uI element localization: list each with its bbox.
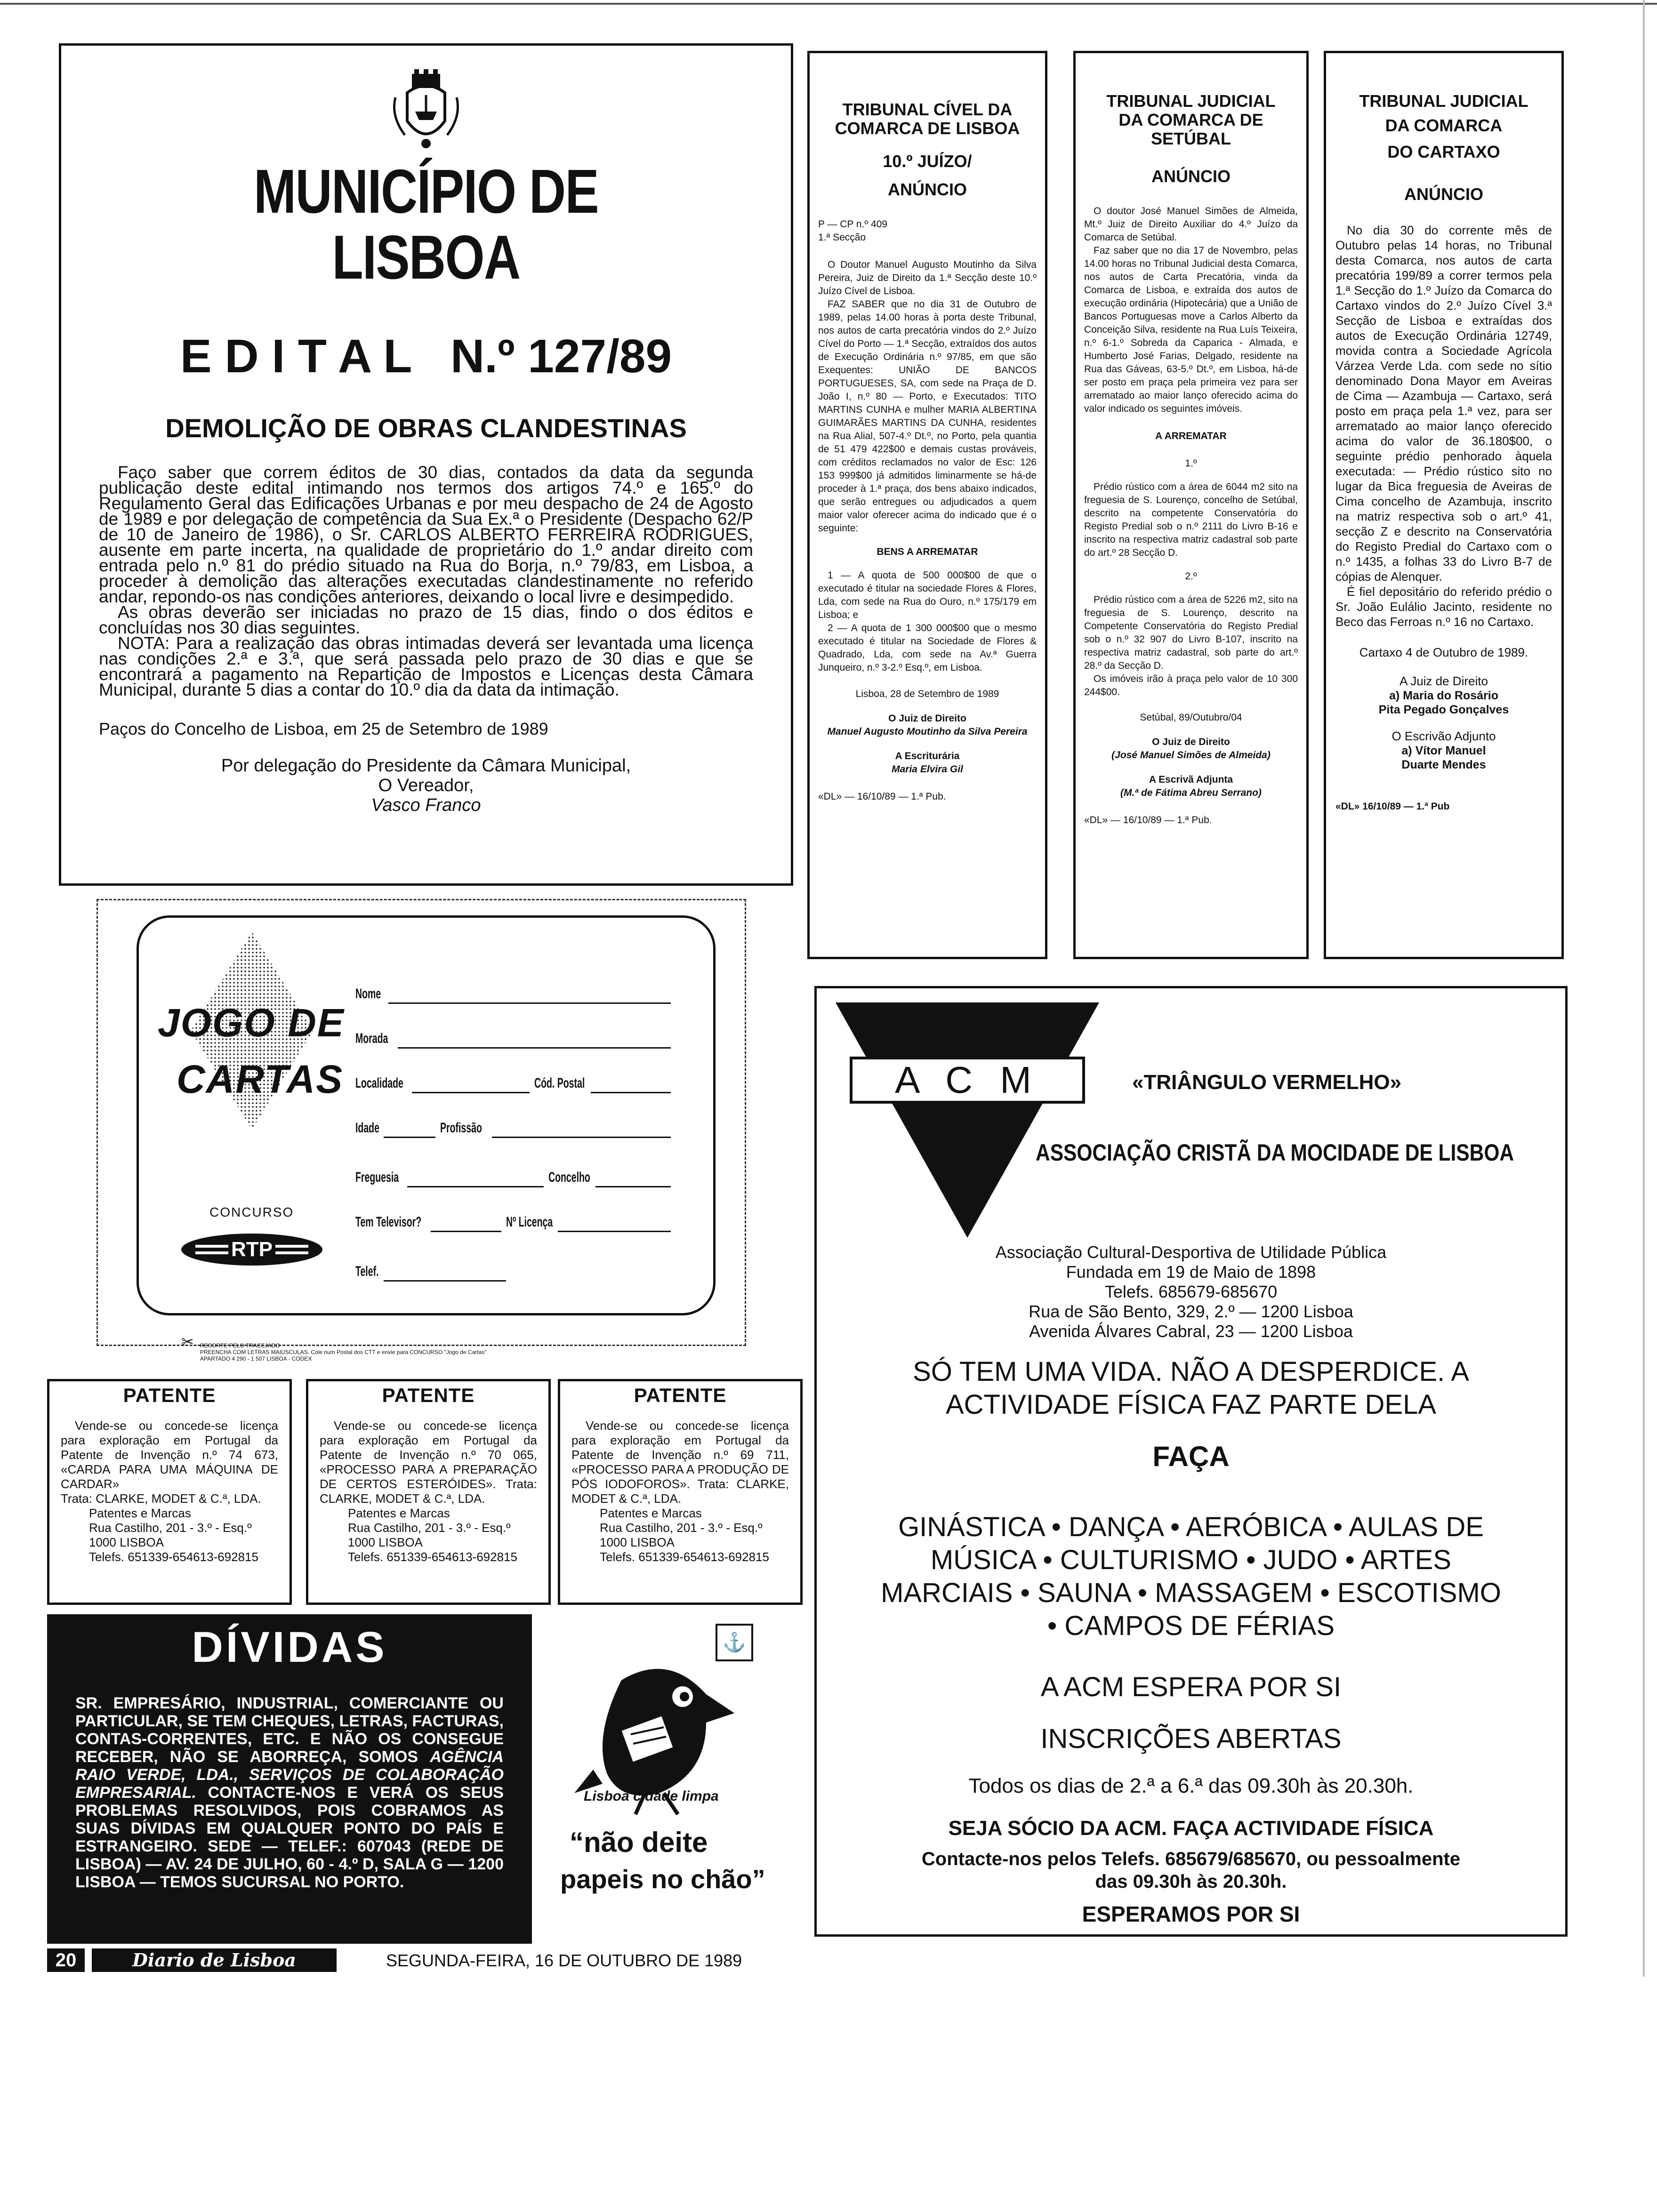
tribunal-setubal-b2: Prédio rústico com a área de 5226 m2, sito na freguesia de S. Lourenço, descrito na Competente Conservatória do Registo Predial sob o n.º 32 907 do Livro B-107, inscrito na respectiva matriz cadastral, sob parte do art.º 28.º da Secção D. (1084, 594, 1298, 671)
patente-text: Vende-se ou concede-se licença para exploração em Portugal da Patente de Invenção n.º 74 673, «CARDA PARA UMA MÁQUINA DE CARDAR» (61, 1419, 278, 1491)
acm-activities-3: MARCIAIS • SAUNA • MASSAGEM • ESCOTISMO (881, 1578, 1501, 1608)
form-label-profissao: Profissão (440, 1120, 482, 1136)
patente-ad-1 (47, 1379, 292, 1605)
form-field-cod-postal[interactable] (591, 1092, 671, 1093)
tribunal-setubal-title-2: DA COMARCA DE (1118, 110, 1263, 129)
acm-logo-text: A C M (895, 1059, 1040, 1101)
form-field-profissao[interactable] (492, 1137, 671, 1138)
jogo-logo-line-2: CARTAS (177, 1057, 344, 1101)
acm-triangulo: «TRIÂNGULO VERMELHO» (1132, 1071, 1402, 1094)
form-field-localidade[interactable] (412, 1092, 530, 1093)
tribunal-lisboa-ref-1: P — CP n.º 409 (818, 219, 887, 230)
form-label-nome: Nome (355, 986, 381, 1002)
anuncio-tribunal-cartaxo (1324, 51, 1564, 959)
edital-paragraph-2: As obras deverão ser iniciadas no prazo de 15 dias, findo o dos éditos e concluídas nos 30 dias seguintes. (99, 602, 753, 637)
patente-text: Vende-se ou concede-se licença para exploração em Portugal da Patente de Invenção n.º 70 065, «PROCESSO PARA A PREPARAÇÃO DE CERTOS ESTERÓIDES». Trata: CLARKE, MODET & C.ª, LDA. (320, 1419, 537, 1506)
tribunal-cartaxo-title-3: DO CARTAXO (1387, 142, 1500, 161)
lisbon-arms-small-icon: ⚓ (716, 1624, 753, 1661)
patente-title: PATENTE (123, 1384, 216, 1406)
acm-inscricoes: INSCRIÇÕES ABERTAS (1040, 1723, 1342, 1754)
patente-addr-4: Telefs. 651339-654613-692815 (600, 1550, 769, 1564)
right-page-edge (1643, 0, 1645, 1977)
anuncio-tribunal-lisboa (807, 51, 1047, 959)
acm-slogan-2: ACTIVIDADE FÍSICA FAZ PARTE DELA (945, 1389, 1437, 1420)
tribunal-lisboa-p2: FAZ SABER que no dia 31 de Outubro de 1989, pelas 14.00 horas à porta deste Tribunal, nos autos de carta precatória vindos do 2.º Juízo Cível do Porto — 1.ª Secção, extraídos dos autos de Execução Ordinária n.º 97/85, em que são Exequentes: UNIÃO DE BANCOS PORTUGUESES, SA, com sede na Praça de D. João I, n.º 80 — Porto, e Executados: TITO MARTINS CUNHA e mulher MARIA ALBERTINA GUIMARÃES MARTINS DA CUNHA, residentes na Rua Alial, 507-4.º Dt.º, no Porto, pela quantia de 51 479 422$00 e demais custas prováveis, com créditos reclamados no valor de Esc: 126 153 999$00 já admitidos liminarmente se há-de proceder à 1.ª praça, dos bens abaixo indicados, que serão entregues ou adjudicados a quem maior valor oferecer acima do indicado que é o seguinte: (818, 299, 1037, 534)
tribunal-cartaxo-p2: É fiel depositário do referido prédio o Sr. João Eulálio Jacinto, residente no Beco das Ferroas n.º 16 no Cartaxo. (1335, 585, 1552, 629)
patente-addr-2: Rua Castilho, 201 - 3.º - Esq.º (348, 1521, 511, 1535)
tribunal-setubal-sig-4: (M.ª de Fátima Abreu Serrano) (1120, 787, 1262, 798)
acm-faca: FAÇA (1152, 1441, 1230, 1472)
acm-info (817, 1242, 1565, 1341)
form-field-licenca[interactable] (558, 1231, 671, 1232)
tribunal-cartaxo-p1: No dia 30 do corrente mês de Outubro pelas 14 horas, no Tribunal desta Comarca, nos autos de carta precatória 199/89 a correr termos pela 1.ª Secção do 1.º Juízo da Comarca do Cartaxo vindos do 2.º Juízo Cível 3.ª Secção de Lisboa e extraídas dos autos de Execução Ordinária 12749, movida contra a Sociedade Agrícola Várzea Verde Lda. com sede no sítio denominado Dona Mayor em Aveiras de Cima — Azambuja — Cartaxo, será posto em praça pela 1.ª vez, para ser arrematado ao maior lanço oferecido acima do valor de 36.180$00, o seguinte prédio penhorado àquela executada: — Prédio rústico sito no lugar da Bica freguesia de Aveiras de Cima concelho de Azambuja, inscrito na matriz respectiva sob o art.º 41, secção Z e descrito na Conservatória do Registo Predial do Cartaxo com o n.º 1435, a folhas 33 do Livro B-7 de cópias de Alenquer. (1335, 223, 1552, 584)
patente-text: Vende-se ou concede-se licença para exploração em Portugal da Patente de Invenção n.º 69 711, «PROCESSO PARA A PRODUÇÃO DE PÓS IODOFOROS». Trata: CLARKE, MODET & C.ª, LDA. (571, 1419, 789, 1506)
jogo-footer-1: RECORTE PELO TRACEJADO (200, 1342, 280, 1349)
tribunal-lisboa-anuncio: ANÚNCIO (888, 180, 967, 199)
tribunal-lisboa-title-2: COMARCA DE LISBOA (835, 119, 1020, 138)
acm-activities-4: • CAMPOS DE FÉRIAS (1047, 1611, 1335, 1641)
form-label-localidade: Localidade (355, 1075, 403, 1091)
tribunal-setubal-anuncio: ANÚNCIO (1151, 167, 1231, 186)
acm-call (817, 1661, 1565, 1931)
tribunal-cartaxo-title-2: DA COMARCA (1385, 116, 1503, 135)
form-field-freguesia[interactable] (407, 1186, 544, 1187)
tribunal-setubal-p1: O doutor José Manuel Simões de Almeida, Mt.º Juiz de Direito Auxiliar do 4.º Juízo da Comarca de Setúbal. (1084, 206, 1298, 243)
form-label-cod-postal: Cód. Postal (534, 1075, 585, 1091)
dividas-body-2: CONTACTE-NOS E VERÁ OS SEUS PROBLEMAS RESOLVIDOS, POIS COBRAMOS AS SUAS DÍVIDAS EM QUALQUER PONTO DO PAÍS E ESTRANGEIRO. (75, 1784, 504, 1855)
lisboa-limpa-slogan-1: “não deite (570, 1827, 708, 1858)
form-field-concelho[interactable] (595, 1186, 671, 1187)
tribunal-lisboa-juizo: 10.º JUÍZO/ (883, 152, 972, 171)
acm-info-3: Telefs. 685679-685670 (1104, 1282, 1278, 1301)
form-field-telef[interactable] (384, 1280, 506, 1282)
tribunal-setubal-pub: «DL» — 16/10/89 — 1.ª Pub. (1084, 815, 1212, 825)
edital-sig-line-2: O Vereador, (378, 776, 474, 795)
jogo-logo-line-1: JOGO DE (158, 1001, 345, 1045)
patente-addr-4: Telefs. 651339-654613-692815 (89, 1550, 258, 1564)
patente-title: PATENTE (382, 1384, 475, 1406)
form-field-idade[interactable] (384, 1137, 435, 1138)
edital-date: Paços do Concelho de Lisboa, em 25 de Setembro de 1989 (99, 719, 548, 738)
tribunal-setubal-p2: Faz saber que no dia 17 de Novembro, pelas 14.00 horas no Tribunal Judicial desta Comarca, nos autos de Carta Precatória, vinda da Comarca de Lisboa, e extraída dos autos de execução ordinária (Hipotecária) que a União de Bancos Portuguesas move a Carlos Alberto da Conceição Silva, residente na Rua Luís Teixeira, n.º 6-1.º Sobreda da Caparica - Almada, e Humberto José Farias, Delgado, residente na Rua das Gáveas, 63-5.º Dt.º, em Lisboa, há-de ser posto em praça pela primeira vez para ser arrematado ao maior lanço oferecido acima do valor indicado os seguintes imóveis. (1084, 245, 1298, 414)
form-field-nome[interactable] (388, 1002, 671, 1004)
patente-addr-3: 1000 LISBOA (600, 1535, 675, 1549)
tribunal-setubal-arrematar: A ARREMATAR (1155, 431, 1227, 441)
jogo-footer (200, 1342, 487, 1362)
form-label-morada: Morada (355, 1031, 388, 1046)
issue-date: SEGUNDA-FEIRA, 16 DE OUTUBRO DE 1989 (386, 1951, 742, 1970)
acm-slogan (817, 1355, 1565, 1473)
tribunal-setubal-sig-1: O Juiz de Direito (1152, 737, 1230, 747)
tribunal-lisboa-b2: 2 — A quota de 1 300 000$00 que o mesmo executado é titular na Sociedade de Flores & Quadrado, Lda, com sede na Av.ª Guerra Junqueiro, n.º 3-2.º Esq.º, em Lisboa. (818, 623, 1037, 673)
patente-addr-3: 1000 LISBOA (348, 1535, 423, 1549)
tribunal-cartaxo-sig-6: Duarte Mendes (1401, 758, 1486, 771)
top-rule (0, 3, 1657, 5)
tribunal-setubal-sig-2: (José Manuel Simões de Almeida) (1111, 750, 1271, 761)
tribunal-cartaxo-sig-3: Pita Pegado Gonçalves (1378, 703, 1509, 716)
patente-addr-3: 1000 LISBOA (89, 1535, 164, 1549)
acm-red-triangle-icon (836, 1002, 1099, 1247)
anuncio-tribunal-setubal (1073, 51, 1309, 959)
dividas-body (75, 1694, 504, 1891)
lisboa-limpa-brand: Lisboa cidade limpa (584, 1788, 719, 1804)
jogo-concurso: CONCURSO (209, 1205, 294, 1219)
rtp-logo-text: RTP (228, 1235, 275, 1264)
tribunal-cartaxo-sig-4: O Escrivão Adjunto (1392, 729, 1496, 743)
tribunal-lisboa-pub: «DL» — 16/10/89 — 1.ª Pub. (818, 791, 946, 802)
dividas-body-1: SR. EMPRESÁRIO, INDUSTRIAL, COMERCIANTE OU PARTICULAR, SE TEM CHEQUES, LETRAS, FACTURAS, CONTAS-CORRENTES, ETC. E NÃO OS CONSEGUE RECEBER, NÃO SE ABORREÇA, SOMOS (75, 1694, 504, 1766)
municipio-title: MUNICÍPIO DE LISBOA (253, 157, 599, 292)
edital-municipio (59, 43, 793, 886)
patente-addr-1: Patentes e Marcas (89, 1506, 191, 1520)
acm-socio: SEJA SÓCIO DA ACM. FAÇA ACTIVIDADE FÍSICA (948, 1817, 1434, 1840)
tribunal-cartaxo-date: Cartaxo 4 de Outubro de 1989. (1359, 645, 1528, 659)
patente-addr-1: Patentes e Marcas (600, 1506, 702, 1520)
tribunal-lisboa-p1: O Doutor Manuel Augusto Moutinho da Silva Pereira, Juiz de Direito da 1.ª Secção deste 10.º Juízo Cível de Lisboa. (818, 259, 1037, 297)
tribunal-cartaxo-sig-2: a) Maria do Rosário (1389, 689, 1498, 702)
tribunal-lisboa-title-1: TRIBUNAL CÍVEL DA (842, 100, 1013, 119)
form-label-televisor: Tem Televisor? (355, 1214, 422, 1230)
rtp-logo (177, 1231, 327, 1268)
acm-activities (817, 1511, 1565, 1643)
form-label-concelho: Concelho (548, 1170, 590, 1185)
dividas-sede: SEDE — TELEF.: 607043 (REDE DE LISBOA) — AV. 24 DE JULHO, 60 - 4.º D, SALA G — 1200 LISBOA — TEMOS SUCURSAL NO PORTO. (75, 1837, 504, 1891)
edital-paragraph-1: Faço saber que correm éditos de 30 dias, contados da data da segunda publicação deste edital intimando nos termos dos artigos 74.º e 165.º do Regulamento Geral das Edificações Urbanas e por meu despacho de 24 de Agosto de 1989 e por delegação de competência da Sua Ex.ª o Presidente (Despacho 62/P de 10 de Janeiro de 1986), o Sr. CARLOS ALBERTO FERREIRA RODRIGUES, ausente em parte incerta, na qualidade de proprietário do 1.º andar direito com entrada pelo n.º 81 do prédio situado na Rua do Borja, n.º 79/83, em Lisboa, a proceder à demolição das alterações executadas clandestinamente no referido andar, repondo-os nas condições anteriores, deixando o local livre e desimpedido. (99, 463, 753, 606)
tribunal-setubal-date: Setúbal, 89/Outubro/04 (1140, 712, 1242, 723)
patente-addr-2: Rua Castilho, 201 - 3.º - Esq.º (89, 1521, 252, 1535)
acm-activities-2: MÚSICA • CULTURISMO • JUDO • ARTES (930, 1545, 1452, 1575)
form-label-freguesia: Freguesia (355, 1170, 399, 1185)
edital-number: E D I T A L N.º 127/89 (180, 330, 672, 383)
acm-contact: Contacte-nos pelos Telefs. 685679/685670, ou pessoalmente das 09.30h às 20.30h. (921, 1849, 1461, 1892)
acm-info-1: Associação Cultural-Desportiva de Utilidade Pública (995, 1242, 1387, 1262)
jogo-footer-2: PREENCHA COM LETRAS MAIÚSCULAS. Cole num Postal dos CTT e envie para CONCURSO "Jogo de Cartas" (200, 1349, 487, 1355)
acm-info-2: Fundada em 19 de Maio de 1898 (1066, 1262, 1316, 1282)
page-number: 20 (47, 1948, 85, 1972)
lisboa-limpa-slogan-2: papeis no chão” (560, 1864, 765, 1894)
patente-title: PATENTE (634, 1384, 727, 1406)
acm-info-5: Avenida Álvares Cabral, 23 — 1200 Lisboa (1029, 1322, 1353, 1341)
dividas-title: DÍVIDAS (192, 1623, 387, 1671)
dividas-ad (47, 1614, 532, 1944)
tribunal-cartaxo-sig-5: a) Vítor Manuel (1401, 744, 1486, 757)
patente-trata: Trata: CLARKE, MODET & C.ª, LDA. (61, 1491, 261, 1506)
tribunal-lisboa-b1: 1 — A quota de 500 000$00 de que o executado é titular na sociedade Flores & Flores, Lda, com sede na Rua do Ouro, n.º 175/179 em Lisboa; e (818, 570, 1037, 620)
tribunal-cartaxo-anuncio: ANÚNCIO (1404, 184, 1483, 204)
tribunal-cartaxo-sig-1: A Juiz de Direito (1400, 674, 1488, 688)
tribunal-setubal-title-3: SETÚBAL (1151, 129, 1231, 148)
edital-sig-line-1: Por delegação do Presidente da Câmara Municipal, (221, 756, 631, 776)
acm-assoc: ASSOCIAÇÃO CRISTÃ DA MOCIDADE DE LISBOA (1036, 1139, 1514, 1166)
acm-slogan-1: SÓ TEM UMA VIDA. NÃO A DESPERDICE. A (913, 1356, 1469, 1387)
tribunal-cartaxo-title-1: TRIBUNAL JUDICIAL (1359, 91, 1528, 111)
lisbon-coat-of-arms-icon (386, 64, 466, 154)
acm-logo-plate (850, 1057, 1085, 1104)
form-label-telef: Telef. (355, 1264, 379, 1279)
acm-info-4: Rua de São Bento, 329, 2.º — 1200 Lisboa (1029, 1302, 1353, 1321)
tribunal-cartaxo-pub: «DL» 16/10/89 — 1.ª Pub (1335, 801, 1450, 812)
dividas-body-italic: AGÊNCIA RAIO VERDE, LDA., SERVIÇOS DE COLABORAÇÃO EMPRESARIAL. (75, 1748, 504, 1802)
patente-addr-2: Rua Castilho, 201 - 3.º - Esq.º (600, 1521, 763, 1535)
tribunal-lisboa-date: Lisboa, 28 de Setembro de 1989 (855, 689, 999, 699)
patente-addr-4: Telefs. 651339-654613-692815 (348, 1550, 517, 1564)
patente-ad-2 (306, 1379, 551, 1605)
tribunal-lisboa-sig-2: Manuel Augusto Moutinho da Silva Pereira (827, 726, 1028, 737)
edital-body (99, 465, 753, 697)
patente-ad-3 (558, 1379, 803, 1605)
form-label-licenca: Nº Licença (506, 1214, 553, 1230)
acm-activities-1: GINÁSTICA • DANÇA • AERÓBICA • AULAS DE (898, 1512, 1484, 1542)
tribunal-setubal-sig-3: A Escrivã Adjunta (1149, 774, 1233, 785)
scissors-icon: ✂ (181, 1333, 194, 1350)
lisboa-limpa-ad (555, 1624, 781, 1934)
tribunal-setubal-b1: Prédio rústico com a área de 6044 m2 sito na freguesia de S. Lourenço, concelho de Setúbal, descrito na competente Conservatória do Registo Predial sob o n.º 2111 do Livro B-16 e inscrito na respectiva matriz cadastral sob parte do art.º 28 Secção D. (1084, 481, 1298, 558)
tribunal-lisboa-sig-4: Maria Elvira Gil (892, 764, 963, 775)
tribunal-setubal-b3: Os imóveis irão à praça pelo valor de 10 300 244$00. (1084, 673, 1298, 697)
form-field-morada[interactable] (398, 1047, 671, 1049)
acm-espera: A ACM ESPERA POR SI (1040, 1672, 1342, 1702)
tribunal-setubal-title-1: TRIBUNAL JUDICIAL (1106, 91, 1276, 111)
acm-esperamos: ESPERAMOS POR SI (1082, 1902, 1300, 1926)
acm-ad (814, 986, 1568, 1937)
tribunal-lisboa-sig-3: A Escriturária (895, 751, 960, 761)
tribunal-lisboa-ref-2: 1.ª Secção (818, 232, 866, 243)
edital-subtitle: DEMOLIÇÃO DE OBRAS CLANDESTINAS (165, 413, 687, 443)
form-field-televisor[interactable] (431, 1231, 501, 1232)
edital-sig-name: Vasco Franco (371, 795, 481, 815)
edital-nota: NOTA: Para a realização das obras intimadas deverá ser levantada uma licença nas condições 2.ª e 3.ª, que será passada pelo prazo de 30 dias e que se encontrará a pagamento na Repartição de Impostos e Licenças desta Câmara Municipal, durante 5 dias a contar do 10.º dia da data da intimação. (99, 633, 753, 699)
jogo-coupon (137, 915, 716, 1315)
patente-addr-1: Patentes e Marcas (348, 1506, 450, 1520)
page-footer (47, 1948, 800, 1972)
tribunal-lisboa-sig-1: O Juiz de Direito (888, 713, 966, 724)
newspaper-masthead: Diario de Lisboa (92, 1948, 337, 1972)
edital-signature (99, 756, 753, 815)
acm-horario: Todos os dias de 2.ª a 6.ª das 09.30h às 20.30h. (968, 1774, 1414, 1797)
tribunal-lisboa-bens: BENS A ARREMATAR (877, 546, 978, 557)
jogo-footer-3: APARTADO 4 290 - 1 507 LISBOA - CODEX (200, 1355, 312, 1362)
tribunal-setubal-n2: 2.º (1185, 571, 1197, 582)
tribunal-setubal-n1: 1.º (1185, 458, 1197, 469)
form-label-idade: Idade (355, 1120, 379, 1136)
